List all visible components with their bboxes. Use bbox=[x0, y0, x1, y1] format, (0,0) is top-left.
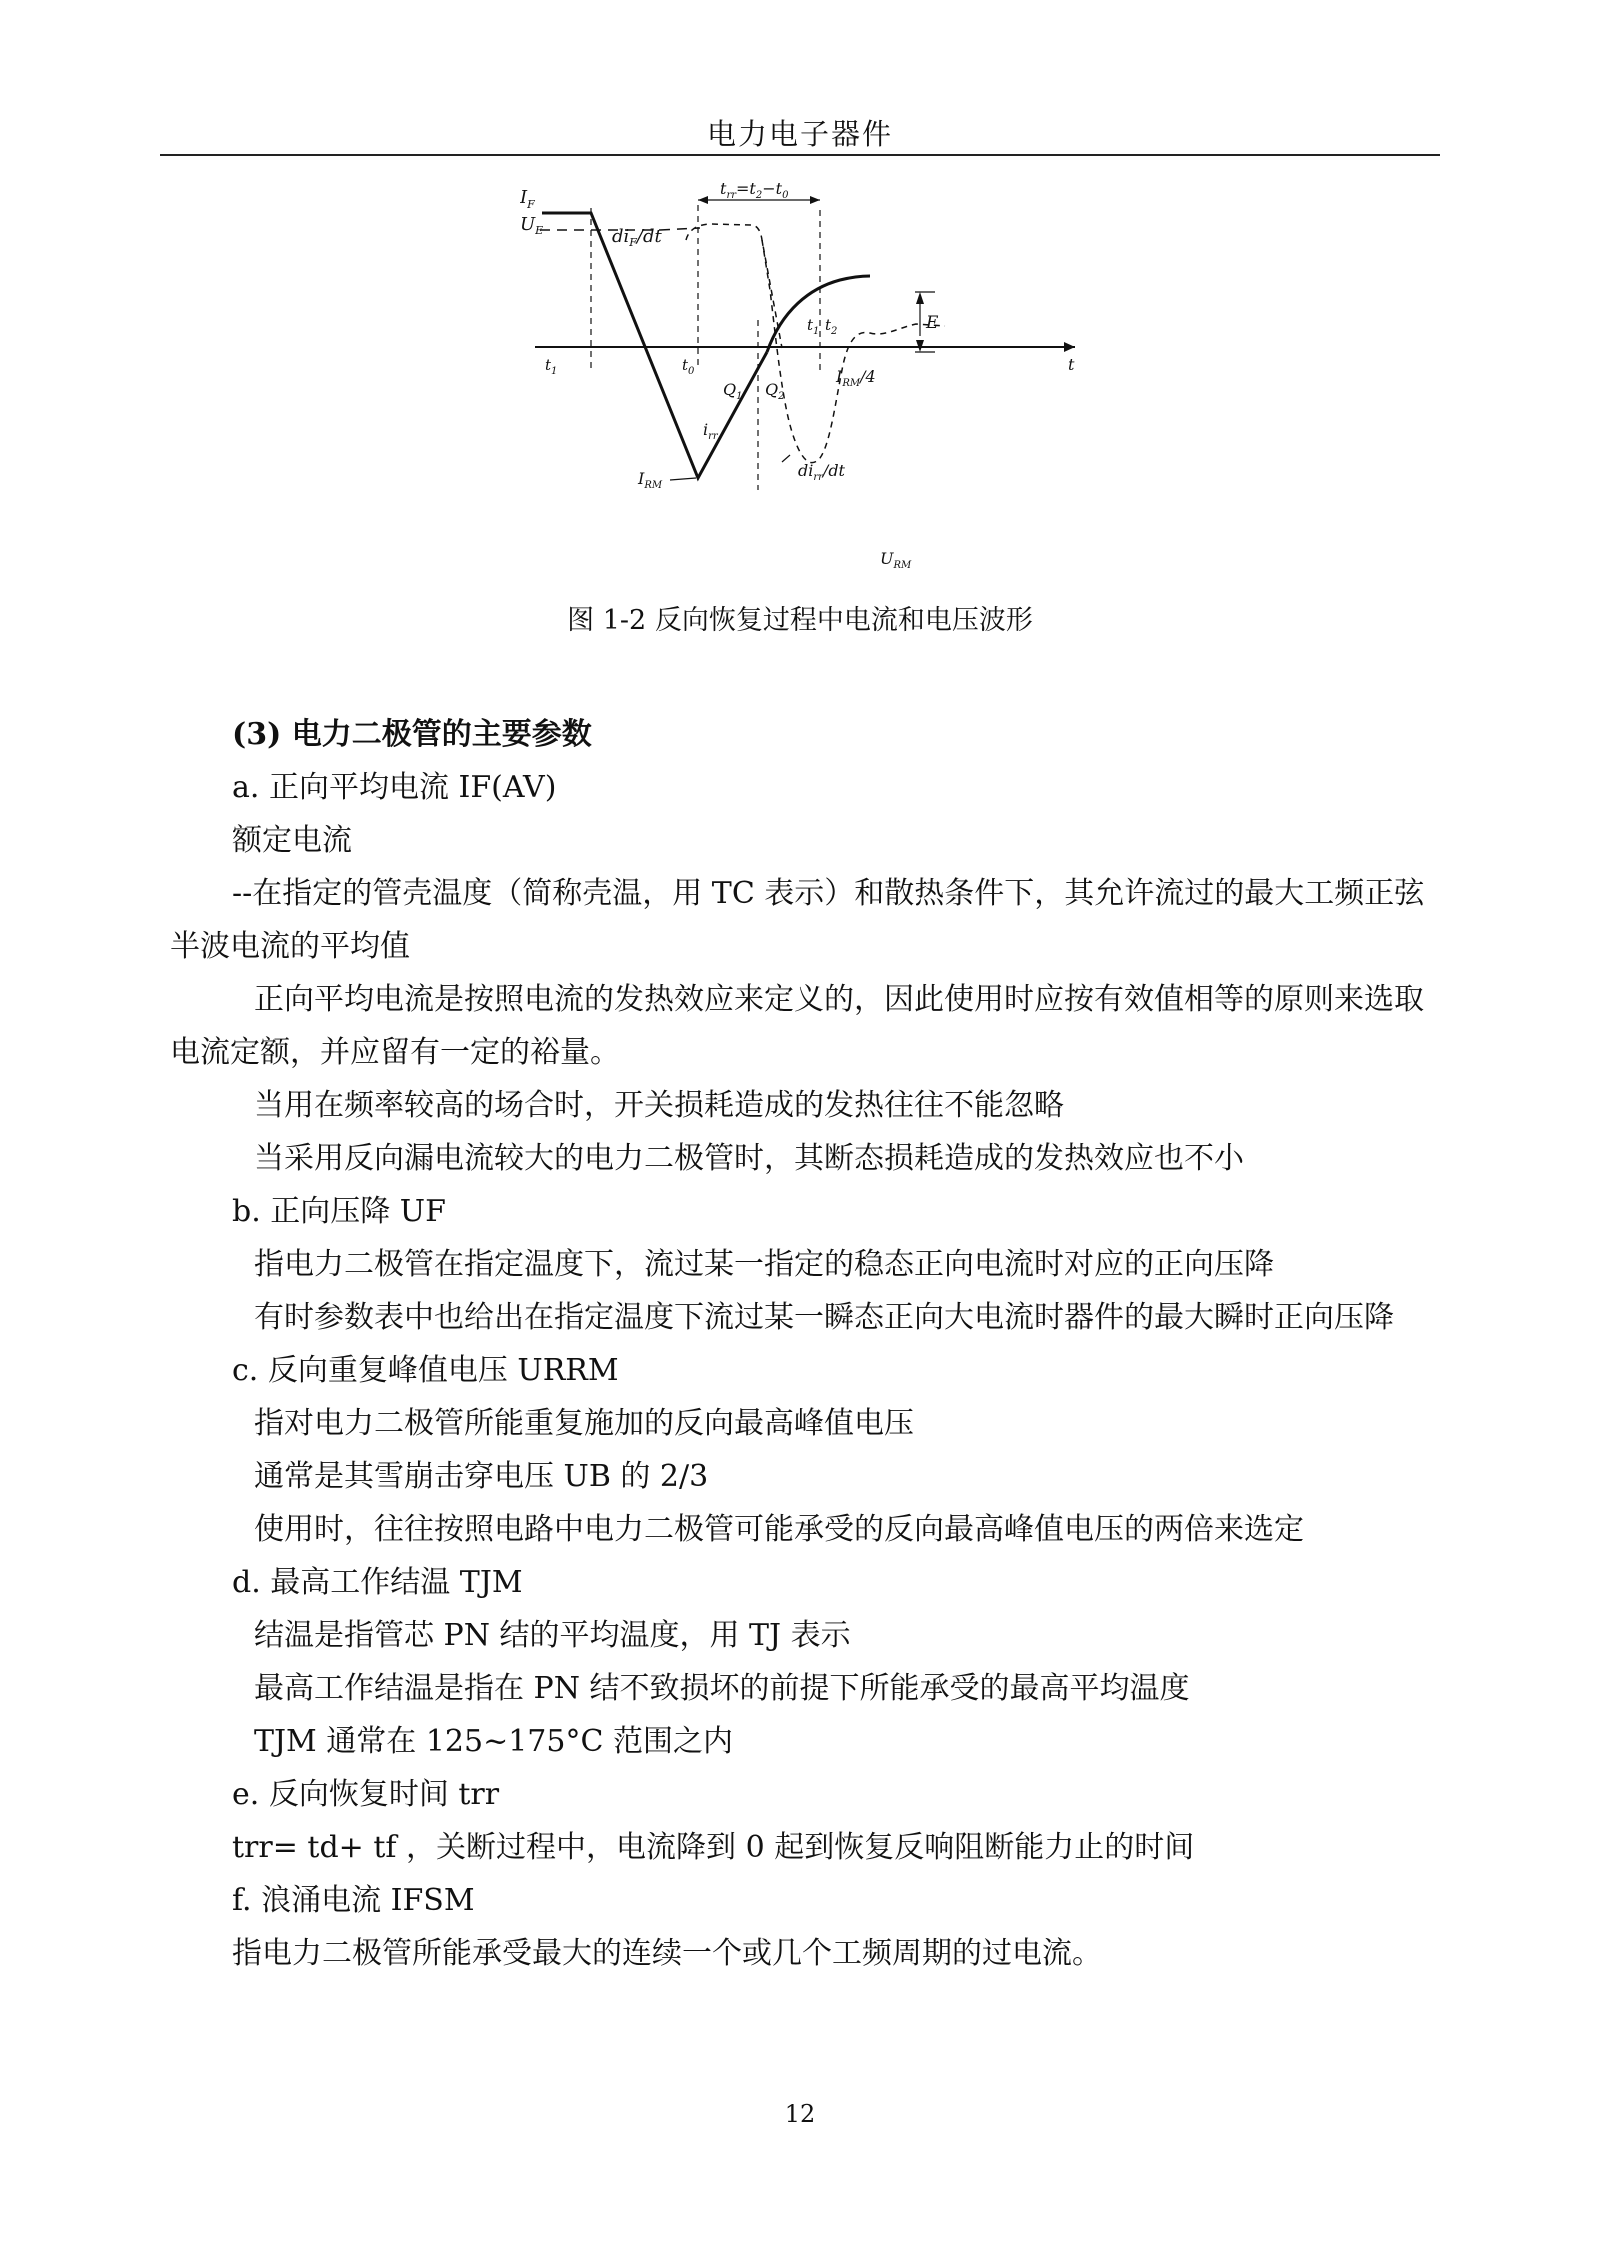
param-e-title: e. 反向恢复时间 trr bbox=[232, 1777, 500, 1812]
label-dirr-dt: di bbox=[798, 461, 814, 480]
label-t0-sub: 0 bbox=[688, 366, 695, 377]
label-tt1-sub: 1 bbox=[813, 326, 820, 337]
figure-caption: 图 1-2 反向恢复过程中电流和电压波形 bbox=[567, 605, 1033, 636]
label-dirr-dt-tail: /dt bbox=[822, 461, 845, 480]
current-recovery-tail bbox=[767, 276, 870, 352]
svg-text:Q1 bbox=[723, 380, 743, 402]
svg-text:irr bbox=[703, 420, 719, 442]
svg-text:t0 bbox=[682, 356, 695, 377]
label-irm: I bbox=[638, 469, 645, 488]
irm-leader bbox=[670, 478, 696, 480]
label-q1: Q bbox=[723, 380, 737, 399]
label-trr: t bbox=[720, 180, 727, 198]
label-t1-sub: 1 bbox=[551, 366, 558, 377]
label-irr: i bbox=[703, 420, 709, 439]
label-t1: t bbox=[545, 356, 552, 374]
label-irm4: I bbox=[836, 367, 843, 386]
page-header: 电力电子器件 bbox=[706, 117, 893, 151]
param-b-paragraph-2 bbox=[170, 1291, 1438, 1344]
voltage-waveform-bottom bbox=[762, 240, 945, 463]
current-waveform bbox=[542, 213, 767, 478]
label-t-axis: t bbox=[1068, 355, 1075, 374]
param-b-title: b. 正向压降 UF bbox=[232, 1194, 446, 1229]
label-irr-sub: rr bbox=[708, 431, 718, 442]
svg-text:IRM bbox=[637, 469, 663, 491]
label-trr-sub2: 2 bbox=[755, 190, 763, 201]
svg-text:trr=t2−t0 bbox=[720, 180, 789, 201]
param-a-paragraph-3: 当采用反向漏电流较大的电力二极管时，其断态损耗造成的发热效应也不小 bbox=[254, 1141, 1244, 1176]
label-q2: Q bbox=[765, 380, 779, 399]
header-rule bbox=[160, 154, 1440, 156]
param-c-paragraph-3: 使用时，往往按照电路中电力二极管可能承受的反向最高峰值电压的两倍来选定 bbox=[254, 1512, 1304, 1547]
label-t2: t bbox=[825, 316, 832, 334]
label-t0: t bbox=[682, 356, 689, 374]
param-c-paragraph-1: 指对电力二极管所能重复施加的反向最高峰值电压 bbox=[254, 1406, 914, 1441]
label-q1-sub: 1 bbox=[736, 391, 743, 402]
param-d-paragraph-2: 最高工作结温是指在 PN 结不致损坏的前提下所能承受的最高平均温度 bbox=[254, 1671, 1190, 1706]
label-t2-sub: 2 bbox=[831, 326, 838, 337]
svg-text:IF bbox=[520, 187, 535, 211]
param-a-definition-text: --在指定的管壳温度（简称壳温，用 TC 表示）和散热条件下，其允许流过的最大工频正弦半波电流的平均值 bbox=[170, 876, 1425, 964]
param-a-title: a. 正向平均电流 IF(AV) bbox=[232, 770, 557, 805]
label-trr-eq: =t bbox=[736, 180, 756, 198]
label-e: E bbox=[926, 313, 939, 333]
svg-text:t1 bbox=[807, 316, 819, 337]
waveform-figure bbox=[520, 180, 1090, 585]
param-d-paragraph-3: TJM 通常在 125~175°C 范围之内 bbox=[254, 1724, 733, 1759]
label-if: I bbox=[520, 187, 528, 208]
label-dif-dt-tail: /dt bbox=[636, 226, 662, 247]
svg-text:t2 bbox=[825, 316, 837, 337]
param-b-paragraph-1: 指电力二极管在指定温度下，流过某一指定的稳态正向电流时对应的正向压降 bbox=[254, 1247, 1274, 1282]
label-dif-dt-sub: F bbox=[629, 236, 637, 249]
svg-text:URM bbox=[880, 549, 912, 571]
label-urm: U bbox=[880, 549, 894, 568]
label-irm4-sub: RM bbox=[842, 378, 861, 389]
param-a-subtitle: 额定电流 bbox=[232, 823, 352, 858]
label-trr-sub3: 0 bbox=[782, 190, 789, 201]
svg-text:IRM/4 bbox=[835, 367, 876, 389]
label-trr-sub: rr bbox=[726, 190, 736, 201]
param-d-title: d. 最高工作结温 TJM bbox=[232, 1565, 523, 1600]
section-title: (3) 电力二极管的主要参数 bbox=[232, 717, 592, 752]
param-e-paragraph-1: trr= td+ tf ，关断过程中，电流降到 0 起到恢复反响阻断能力止的时间 bbox=[232, 1830, 1195, 1865]
label-dif-dt: di bbox=[612, 226, 630, 247]
label-irm-sub: RM bbox=[644, 480, 663, 491]
urm-leader bbox=[782, 455, 790, 462]
label-trr-minus: −t bbox=[762, 180, 783, 198]
label-tt1: t bbox=[807, 316, 814, 334]
label-urm-sub: RM bbox=[893, 560, 912, 571]
param-a-definition bbox=[170, 867, 1438, 973]
param-c-title: c. 反向重复峰值电压 URRM bbox=[232, 1353, 619, 1388]
param-d-paragraph-1: 结温是指管芯 PN 结的平均温度，用 TJ 表示 bbox=[254, 1618, 851, 1653]
label-if-sub: F bbox=[527, 198, 535, 211]
svg-text:dirr/dt bbox=[798, 461, 846, 483]
param-f-paragraph-1: 指电力二极管所能承受最大的连续一个或几个工频周期的过电流。 bbox=[232, 1936, 1102, 1971]
param-c-paragraph-2: 通常是其雪崩击穿电压 UB 的 2/3 bbox=[254, 1459, 709, 1494]
param-a-paragraph-2: 当用在频率较高的场合时，开关损耗造成的发热往往不能忽略 bbox=[254, 1088, 1064, 1123]
time-axis-arrow bbox=[1064, 342, 1075, 352]
svg-text:diF/dt bbox=[612, 226, 663, 249]
label-ue-sub: E bbox=[535, 224, 544, 237]
page-number: 12 bbox=[784, 2100, 816, 2128]
body-text bbox=[170, 708, 1438, 1980]
param-a-paragraph-1-text: 正向平均电流是按照电流的发热效应来定义的，因此使用时应按有效值相等的原则来选取电流定额，并应留有一定的裕量。 bbox=[170, 982, 1424, 1070]
label-irm4-tail: /4 bbox=[860, 367, 876, 386]
param-a-paragraph-1 bbox=[170, 973, 1438, 1079]
voltage-waveform-top bbox=[686, 224, 782, 348]
param-b-paragraph-2-text: 有时参数表中也给出在指定温度下流过某一瞬态正向大电流时器件的最大瞬时正向压降 bbox=[254, 1300, 1394, 1335]
svg-text:UE bbox=[520, 214, 543, 237]
label-q2-sub: 2 bbox=[778, 391, 785, 402]
svg-text:t1 bbox=[545, 356, 557, 377]
label-ue: U bbox=[520, 214, 536, 235]
label-dirr-dt-sub: rr bbox=[813, 472, 823, 483]
param-f-title: f. 浪涌电流 IFSM bbox=[232, 1883, 475, 1918]
